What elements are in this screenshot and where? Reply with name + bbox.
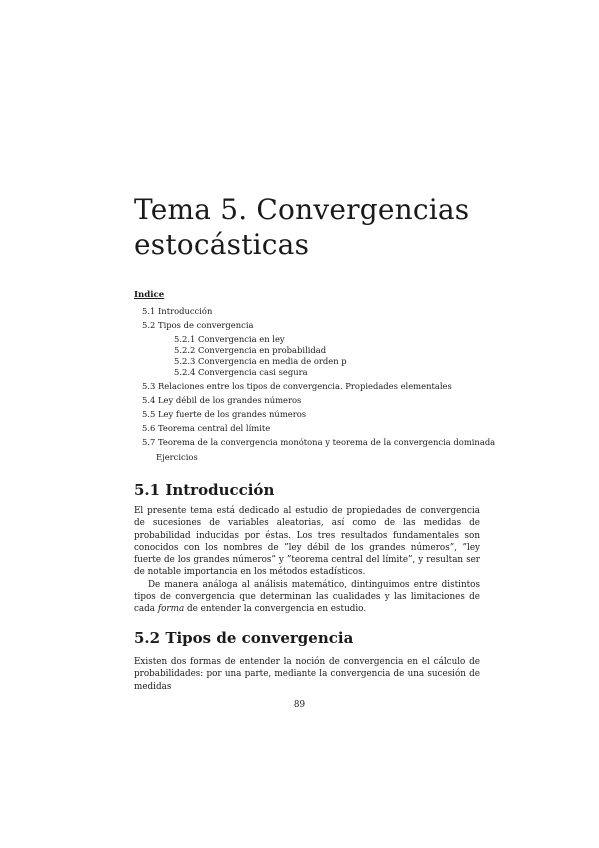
toc-item-label: Teorema de la convergencia monótona y teorema de la convergencia dominada (158, 437, 496, 447)
chapter-title (134, 192, 494, 262)
toc-item-number: 5.2.2 (174, 345, 196, 355)
section-body-introduccion (134, 505, 480, 616)
toc-item[interactable] (142, 320, 254, 330)
toc-item[interactable] (142, 423, 270, 433)
paragraph: El presente tema está dedicado al estudio de propiedades de convergencia de sucesiones de variables aleatorias, así como de las medidas de probabilidad inducidas por éstas. Los tres resultados fundamentales son conocidos con los nombres de ”ley débil de los grandes números”, ”ley fuerte de los grandes números” y ”teorema central del límite”, y resultan ser de notable importancia en los métodos estadísticos. (134, 506, 480, 578)
toc-item[interactable] (142, 409, 306, 419)
toc-item-number: 5.2.4 (174, 367, 196, 377)
chapter-title-line-2: estocásticas (134, 228, 310, 261)
toc-item[interactable] (142, 437, 495, 447)
toc-item[interactable] (156, 452, 198, 462)
chapter-title-line-1: Tema 5. Convergencias (134, 193, 470, 226)
toc-item-label: Relaciones entre los tipos de convergencia. Propiedades elementales (158, 381, 452, 391)
toc-item-label: Convergencia en ley (197, 334, 285, 344)
toc-item-number: 5.6 (142, 423, 156, 433)
toc-item[interactable] (142, 381, 452, 391)
toc-item-label: Convergencia en probabilidad (197, 345, 327, 355)
toc-item-number: 5.7 (142, 437, 156, 447)
toc-item-label: Convergencia casi segura (197, 367, 308, 377)
toc-subitem[interactable] (174, 367, 308, 377)
toc-subitem[interactable] (174, 334, 285, 344)
toc-item-number: 5.4 (142, 395, 156, 405)
toc-item-label: Convergencia en media de orden p (197, 356, 347, 366)
toc-item-number: 5.2.3 (174, 356, 196, 366)
toc-item[interactable] (142, 306, 212, 316)
paragraph (134, 579, 480, 616)
toc-item-number: 5.2 (142, 320, 156, 330)
page-number: 89 (293, 700, 306, 710)
toc-item[interactable] (142, 395, 301, 405)
toc-item-label: Introducción (158, 306, 213, 316)
toc-item-label: Ejercicios (156, 452, 198, 462)
toc-subitem[interactable] (174, 356, 347, 366)
section-title-tipos-de-convergencia: 5.2 Tipos de convergencia (134, 629, 354, 647)
toc-subitem[interactable] (174, 345, 326, 355)
emphasis-text: forma (157, 604, 185, 615)
section-body-tipos-de-convergencia (134, 656, 480, 693)
toc-item-label: Teorema central del límite (158, 423, 271, 433)
toc-item-number: 5.2.1 (174, 334, 196, 344)
toc-item-label: Ley débil de los grandes números (158, 395, 302, 405)
paragraph-text: De manera análoga al análisis matemático, dintinguimos entre distintos tipos de convergencia que determinan las cualidades y las limitaciones de cada (134, 579, 480, 615)
paragraph: Existen dos formas de entender la noción de convergencia en el cálculo de probabilidades: por una parte, mediante la convergencia de una sucesión de medidas (134, 657, 480, 692)
toc-heading: Indice (134, 290, 165, 300)
section-title-introduccion: 5.1 Introducción (134, 481, 275, 499)
toc-item-label: Ley fuerte de los grandes números (158, 409, 307, 419)
toc-item-number: 5.3 (142, 381, 156, 391)
toc-item-number: 5.5 (142, 409, 156, 419)
toc-item-number: 5.1 (142, 306, 156, 316)
paragraph-text: de entender la convergencia en estudio. (184, 604, 367, 615)
toc-item-label: Tipos de convergencia (158, 320, 254, 330)
